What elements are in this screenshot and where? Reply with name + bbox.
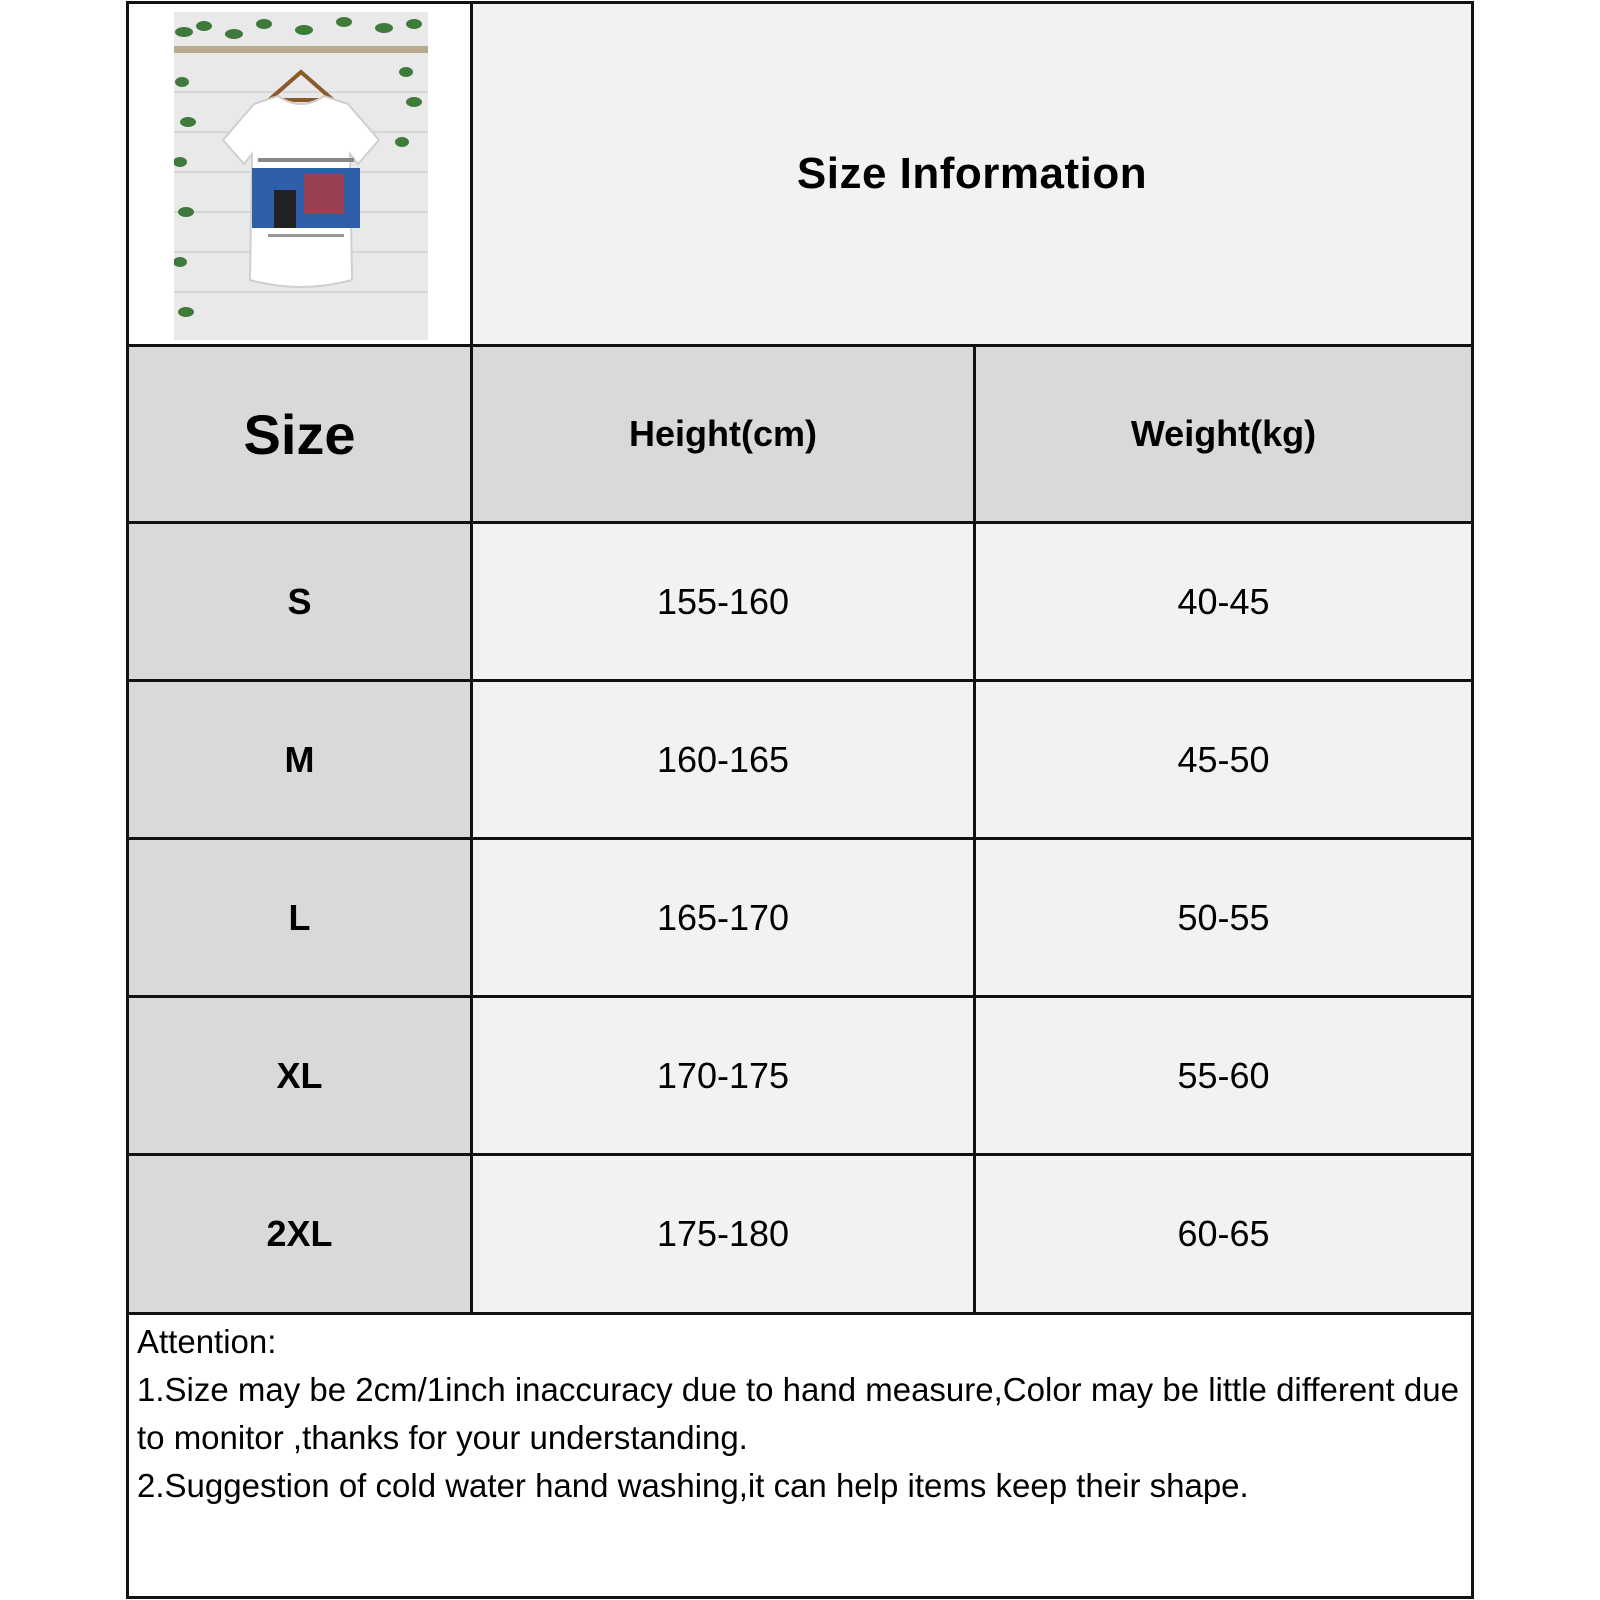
table-row-height: 175-180 — [473, 1156, 973, 1312]
notes-line-1: 1.Size may be 2cm/1inch inaccuracy due to hand measure,Color may be little different due to monitor ,thanks for your understanding. — [137, 1371, 1459, 1456]
product-image-cell — [129, 4, 470, 344]
table-row-height: 155-160 — [473, 524, 973, 679]
table-row-weight: 55-60 — [976, 998, 1471, 1153]
table-row-size: XL — [129, 998, 470, 1153]
divider — [129, 344, 1471, 347]
table-row-size: S — [129, 524, 470, 679]
notes-line-2: 2.Suggestion of cold water hand washing,it can help items keep their shape. — [137, 1467, 1249, 1504]
table-row-height: 170-175 — [473, 998, 973, 1153]
table-row-weight: 45-50 — [976, 682, 1471, 837]
table-row-weight: 40-45 — [976, 524, 1471, 679]
table-row-height: 160-165 — [473, 682, 973, 837]
table-row-height: 165-170 — [473, 840, 973, 995]
divider — [973, 344, 976, 1315]
divider — [129, 995, 1471, 998]
height-column-header: Height(cm) — [473, 347, 973, 521]
divider — [470, 4, 473, 1315]
table-row-size: 2XL — [129, 1156, 470, 1312]
size-chart — [126, 1, 1474, 1599]
table-row-weight: 60-65 — [976, 1156, 1471, 1312]
attention-notes — [129, 1315, 1471, 1596]
weight-column-header: Weight(kg) — [976, 347, 1471, 521]
divider — [129, 679, 1471, 682]
divider — [129, 837, 1471, 840]
notes-heading: Attention: — [137, 1323, 277, 1360]
tshirt-product-photo — [174, 12, 428, 340]
table-row-size: M — [129, 682, 470, 837]
tshirt-icon — [174, 12, 428, 340]
table-row-weight: 50-55 — [976, 840, 1471, 995]
divider — [129, 521, 1471, 524]
size-column-header: Size — [129, 347, 470, 521]
table-row-size: L — [129, 840, 470, 995]
divider — [129, 1153, 1471, 1156]
page-title: Size Information — [796, 149, 1148, 198]
title-cell — [473, 4, 1471, 344]
